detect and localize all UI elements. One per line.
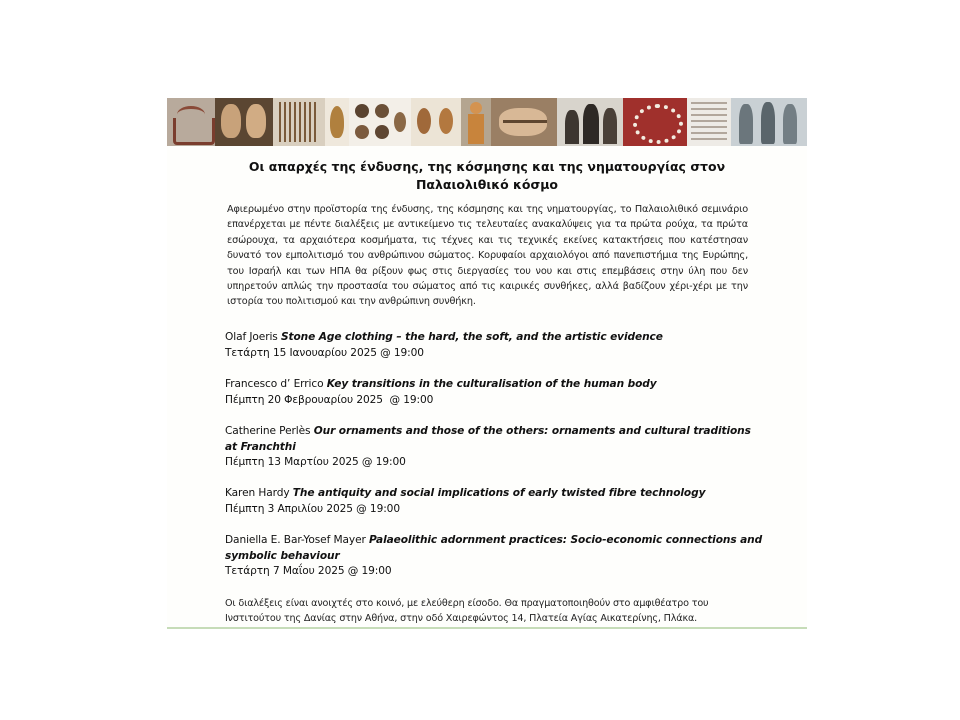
banner-image-fur-people [557,98,623,146]
lecture-title: Palaeolithic adornment practices: Socio-economic connections and symbolic behaviour [225,534,763,562]
banner-image-cowrie-shells [411,98,461,146]
lecture-title: Key transitions in the culturalisation of the human body [326,378,657,390]
lecture-speaker: Catherine Perlès [225,425,311,437]
lecture-speaker: Olaf Joeris [225,331,278,343]
lecture-date: Τετάρτη 7 Μαΐου 2025 @ 19:00 [225,565,392,577]
banner-image-necklace [623,98,687,146]
banner-image-hut [167,98,215,146]
banner-image-bead-chart [687,98,731,146]
lecture-4 [225,486,765,517]
page-title [167,158,807,194]
banner-image-shell-beads [349,98,411,146]
lecture-date: Πέμπτη 3 Απριλίου 2025 @ 19:00 [225,502,400,515]
banner-image-statues [731,98,807,146]
lecture-date: Τετάρτη 15 Ιανουαρίου 2025 @ 19:00 [225,346,424,359]
flyer-sheet [167,98,807,629]
banner-image-needles [273,98,325,146]
intro-paragraph: Αφιερωμένο στην προϊστορία της ένδυσης, της κόσμησης και της νηματουργίας, το Παλαιολιθικό σεμινάριο επανέρχεται με πέντε διαλέξεις με αντικείμενο τις τελευταίες ανακαλύψεις για τα πρώτα ρούχα, τα πρώτα εσώρουχα, τα αρχαιότερα κοσμήματα, τις τέχνες και τις τεχνικές εκείνες κατακτήσεις που κατέστησαν δυνατό τον εμπολιτισμό του ανθρώπινου σώματος. Κορυφαίοι αρχαιολόγοι από πανεπιστήμια της Ευρώπης, του Ισραήλ και των ΗΠΑ θα ρίξουν φως στις διεργασίες του νου και στις επεμβάσεις στην ύλη που δεν υπηρετούν απλώς την προστασία του σώματος από τις καιρικές συνθήκες, αλλά βαδίζουν χέρι-χέρι με την ιστορία του πολιτισμού και την ανθρώπινη συνθήκη. [227,204,748,308]
venue-info: Οι διαλέξεις είναι ανοιχτές στο κοινό, με ελεύθερη είσοδο. Θα πραγματοποιηθούν στο αμφιθέατρο του Ινστιτούτου της Δανίας στην Αθήνα, στην οδό Χαιρεφώντος 14, Πλατεία Αγίας Αικατερίνης, Πλάκα. [225,598,709,624]
lecture-speaker: Francesco d’ Errico [225,378,324,390]
lecture-speaker: Karen Hardy [225,487,290,499]
lecture-title: Our ornaments and those of the others: ornaments and cultural traditions at Franchthi [225,425,751,453]
page-title-line-1: Οι απαρχές της ένδυσης, της κόσμησης και της νηματουργίας στον [248,159,726,174]
lecture-3 [225,424,765,471]
lecture-title: The antiquity and social implications of early twisted fibre technology [292,487,706,499]
banner-image-clothed-figure [461,98,491,146]
lecture-speaker: Daniella E. Bar-Yosef Mayer [225,534,366,546]
lecture-1 [225,330,765,361]
banner-image-twisting-fibre [491,98,557,146]
lecture-date: Πέμπτη 13 Μαρτίου 2025 @ 19:00 [225,456,406,468]
lecture-2 [225,377,765,408]
banner-image-venus-figurine [325,98,349,146]
lecture-5 [225,533,765,580]
image-banner [167,98,807,146]
lecture-title: Stone Age clothing – the hard, the soft, and the artistic evidence [281,331,663,343]
page-title-line-2: Παλαιολιθικό κόσμο [415,177,559,192]
lecture-date: Πέμπτη 20 Φεβρουαρίου 2025 @ 19:00 [225,393,434,406]
banner-image-venus-heads [215,98,273,146]
